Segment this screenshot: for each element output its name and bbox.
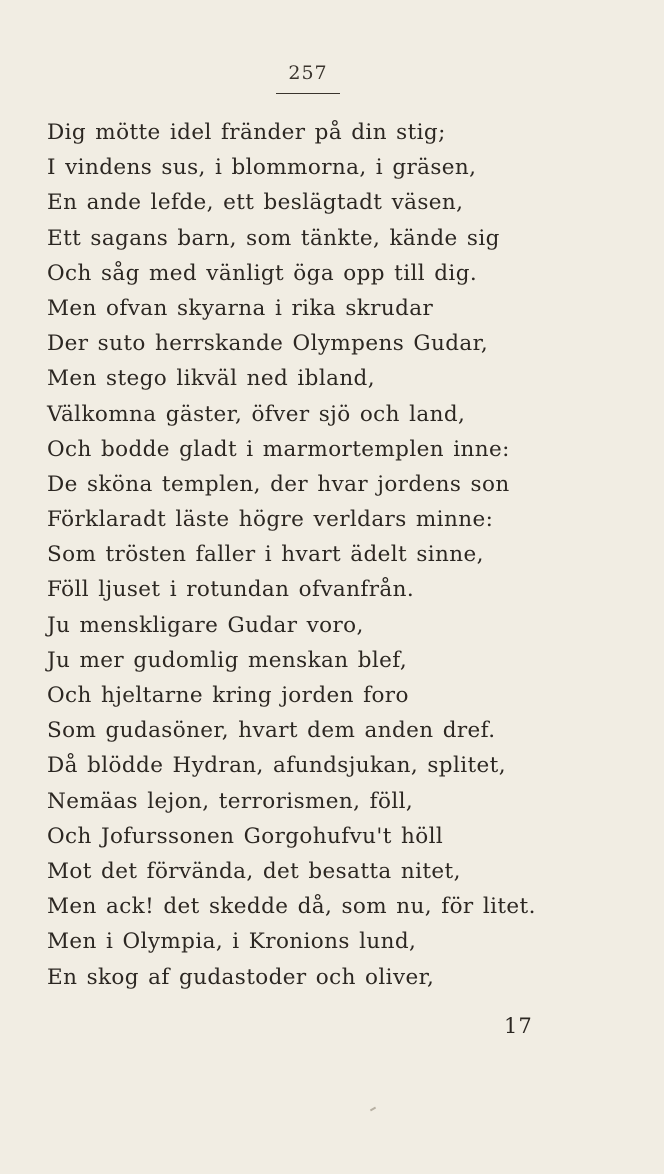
poem-line: Men stego likväl ned ibland, bbox=[47, 366, 375, 392]
poem-line: Mot det förvända, det besatta nitet, bbox=[47, 858, 461, 884]
poem-line: Der suto herrskande Olympens Gudar, bbox=[47, 331, 489, 357]
poem-line: En ande lefde, ett beslägtadt väsen, bbox=[47, 190, 464, 216]
poem-line: Och Jofurssonen Gorgohufvu't höll bbox=[47, 823, 444, 849]
poem-line: Ju menskligare Gudar voro, bbox=[47, 612, 364, 638]
poem-line: Men i Olympia, i Kronions lund, bbox=[47, 929, 417, 955]
poem-line: I vindens sus, i blommorna, i gräsen, bbox=[47, 155, 477, 181]
poem-line: Välkomna gäster, öfver sjö och land, bbox=[47, 401, 466, 427]
poem-line: Och hjeltarne kring jorden foro bbox=[47, 683, 409, 708]
paper-speck bbox=[370, 1107, 376, 1112]
poem-line: Föll ljuset i rotundan ofvanfrån. bbox=[47, 577, 415, 603]
poem-line: Som trösten faller i hvart ädelt sinne, bbox=[47, 542, 484, 568]
signature-mark: 17 bbox=[504, 1014, 533, 1038]
poem-line: Ett sagans barn, som tänkte, kände sig bbox=[47, 225, 500, 251]
poem-text bbox=[47, 115, 647, 995]
poem-line: En skog af gudastoder och oliver, bbox=[47, 964, 435, 990]
poem-line: Nemäas lejon, terrorismen, föll, bbox=[47, 788, 414, 814]
poem-line: Förklaradt läste högre verldars minne: bbox=[47, 507, 494, 533]
poem-line: Men ofvan skyarna i rika skrudar bbox=[47, 295, 434, 321]
poem-line: Ju mer gudomlig menskan blef, bbox=[47, 647, 408, 673]
poem-line: De sköna templen, der hvar jordens son bbox=[47, 471, 510, 497]
poem-line: Men ack! det skedde då, som nu, för litet. bbox=[47, 894, 536, 920]
poem-line: Och bodde gladt i marmortemplen inne: bbox=[47, 436, 510, 462]
poem-line: Dig mötte idel fränder på din stig; bbox=[47, 120, 446, 145]
poem-line: Då blödde Hydran, afundsjukan, splitet, bbox=[47, 753, 506, 779]
page-number: 257 bbox=[288, 62, 328, 84]
page-number-rule bbox=[276, 93, 340, 94]
poem-line: Och såg med vänligt öga opp till dig. bbox=[47, 260, 478, 286]
poem-line: Som gudasöner, hvart dem anden dref. bbox=[47, 718, 496, 744]
